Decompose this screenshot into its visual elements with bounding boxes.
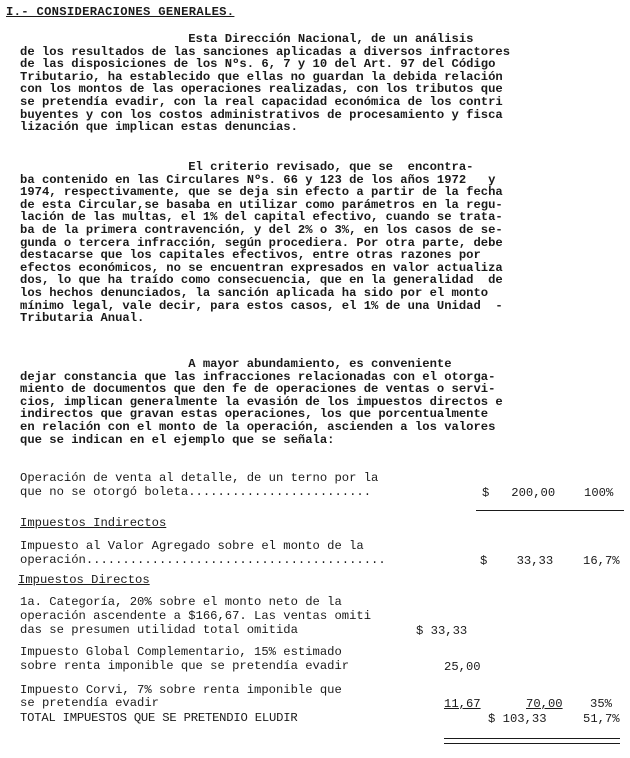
paragraph-1 (20, 33, 610, 134)
paragraph-2 (20, 161, 610, 325)
global-amount: 25,00 (444, 660, 481, 674)
operation-line-2: que no se otorgó boleta......................... (20, 485, 372, 499)
corvi-line-1: Impuesto Corvi, 7% sobre renta imponible que (20, 683, 342, 697)
total-percent: 51,7% (583, 712, 620, 726)
total-double-rule-bottom (444, 743, 620, 744)
paragraph-line: gunda o tercera infracción, según procediera. Por otra parte, debe (20, 235, 503, 250)
operation-total-rule (476, 510, 624, 511)
iva-line-1: Impuesto al Valor Agregado sobre el monto de la (20, 539, 364, 553)
paragraph-line: Esta Dirección Nacional, de un análisis (20, 32, 474, 46)
operation-percent: 100% (584, 486, 614, 500)
paragraph-line: dejar constancia que las infracciones relacionadas con el otorga- (20, 369, 496, 384)
paragraph-3 (20, 358, 610, 446)
paragraph-line: ba de la primera contravención, y del 2% o 3%, en los casos de se- (20, 222, 503, 237)
iva-percent: 16,7% (583, 554, 620, 568)
total-label: TOTAL IMPUESTOS QUE SE PRETENDIO ELUDIR (20, 711, 298, 725)
category-line-1: 1a. Categoría, 20% sobre el monto neto de la (20, 595, 342, 609)
iva-amount: $ 33,33 (480, 554, 554, 568)
operation-amount: $ 200,00 (482, 486, 556, 500)
paragraph-line: de las disposiciones de los Nºs. 6, 7 y 10 del Art. 97 del Código (20, 57, 496, 72)
indirect-taxes-heading: Impuestos Indirectos (20, 516, 167, 530)
total-double-rule-top (444, 738, 620, 739)
paragraph-line: El criterio revisado, que se encontra- (20, 160, 474, 174)
paragraph-line: mínimo legal, vale decir, para estos casos, el 1% de una Unidad - (20, 298, 503, 313)
paragraph-line: miento de documentos que den fe de operaciones de ventas o servi- (20, 382, 496, 397)
corvi-amount: 11,67 (444, 697, 481, 711)
direct-taxes-heading: Impuestos Directos (18, 573, 150, 587)
iva-line-2: operación......................................... (20, 553, 386, 567)
section-heading: I.- CONSIDERACIONES GENERALES. (6, 5, 235, 19)
paragraph-line: indirectos que gravan estas operaciones, los que porcentualmente (20, 407, 489, 422)
global-line-2: sobre renta imponible que se pretendía evadir (20, 659, 350, 673)
paragraph-line: cios, implican generalmente la evasión de los impuestos directos e (20, 394, 503, 409)
paragraph-line: de los resultados de las sanciones aplicadas a diversos infractores (20, 44, 511, 59)
paragraph-line: lización que implican estas denuncias. (20, 120, 298, 135)
paragraph-line: A mayor abundamiento, es conveniente (20, 357, 452, 371)
category-line-2: operación ascendente a $166,67. Las ventas omiti (20, 609, 372, 623)
paragraph-line: efectos económicos, no se encuentran expresados en valor actualiza (20, 260, 503, 275)
paragraph-line: lación de las multas, el 1% del capital efectivo, cuando se trata- (20, 210, 503, 225)
operation-line-1: Operación de venta al detalle, de un terno por la (20, 471, 379, 485)
direct-subtotal: 70,00 (526, 697, 563, 711)
paragraph-line: Tributaria Anual. (20, 311, 145, 326)
paragraph-line: dos, lo que ha traído como consecuencia, que en la generalidad de (20, 273, 503, 288)
global-line-1: Impuesto Global Complementario, 15% estimado (20, 645, 342, 659)
category-amount: $ 33,33 (416, 624, 468, 638)
paragraph-line: los hechos denunciados, la sanción aplicada ha sido por el monto (20, 285, 489, 300)
paragraph-line: se pretendía evadir, con la real capacidad económica de los contri (20, 94, 503, 109)
total-amount: $ 103,33 (488, 712, 547, 726)
paragraph-line: de esta Circular,se basaba en utilizar como parámetros en la regu- (20, 197, 503, 212)
paragraph-line: buyentes y con los costos administrativos de procesamiento y fisca (20, 107, 503, 122)
paragraph-line: 1974, respectivamente, que se deja sin efecto a partir de la fecha (20, 185, 503, 200)
paragraph-line: ba contenido en las Circulares Nºs. 66 y 123 de los años 1972 y (20, 172, 496, 187)
corvi-line-2: se pretendía evadir (20, 696, 159, 710)
paragraph-line: Tributario, ha establecido que ellas no guardan la debida relación (20, 69, 503, 84)
paragraph-line: con los montos de las operaciones realizadas, con los tributos que (20, 82, 503, 97)
paragraph-line: que se indican en el ejemplo que se señala: (20, 432, 335, 447)
category-line-3: das se presumen utilidad total omitida (20, 623, 298, 637)
paragraph-line: en relación con el monto de la operación, ascienden a los valores (20, 419, 496, 434)
paragraph-line: destacarse que los capitales efectivos, entre otras razones por (20, 248, 481, 263)
direct-percent: 35% (590, 697, 612, 711)
